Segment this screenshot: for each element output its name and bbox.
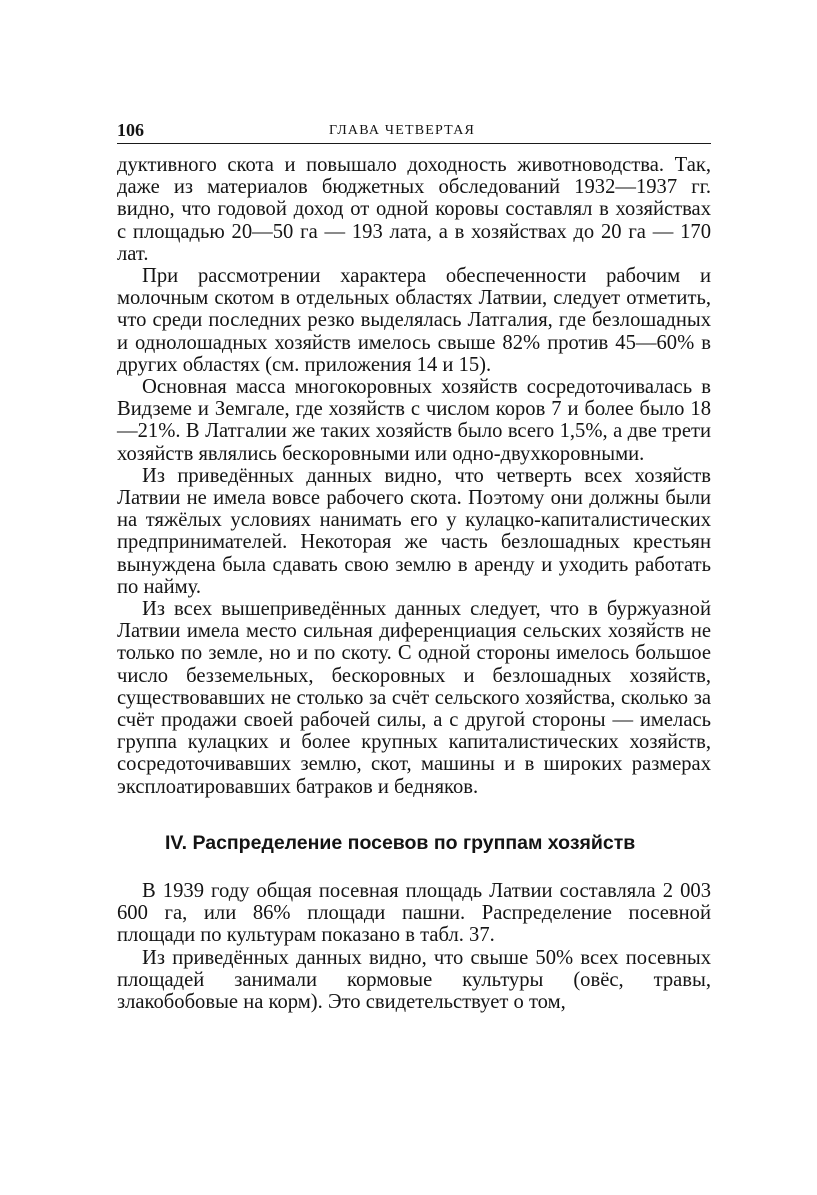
paragraph: Из приведённых данных видно, что свыше 50% всех посевных площадей занимали кормовые культуры (овёс, травы, злакобобовые на корм). Это свидетельствует о том, <box>117 946 711 1013</box>
paragraph: В 1939 году общая посевная площадь Латвии составляла 2 003 600 га, или 86% площади пашни. Распределение посевной площади по культурам показано в табл. 37. <box>117 879 711 947</box>
section-heading: IV. Распределение посевов по группам хозяйств <box>165 831 636 854</box>
paragraph: При рассмотрении характера обеспеченности рабочим и молочным скотом в отдельных областях Латвии, следует отметить, что среди последних резко выделялась Латгалия, где безлошадных и однолошадных хозяйств имелось свыше 82% против 45—60% в других областях (см. приложения 14 и 15). <box>117 265 711 376</box>
page-number: 106 <box>117 120 144 140</box>
page-header <box>117 119 711 144</box>
page-body <box>117 154 711 1013</box>
paragraph: Из всех вышеприведённых данных следует, что в буржуазной Латвии имела место сильная диференциация сельских хозяйств не только по земле, но и по скоту. С одной стороны имелось большое число безземельных, бескоровных и безлошадных хозяйств, существовавших не столько за счёт сельского хозяйства, сколько за счёт продажи своей рабочей силы, а с другой стороны — имелась группа кулацких и более крупных капиталистических хозяйств, сосредоточивавших землю, скот, машины и в широких размерах эксплоатировавших батраков и бедняков. <box>117 598 711 798</box>
paragraph: Из приведённых данных видно, что четверть всех хозяйств Латвии не имела вовсе рабочего скота. Поэтому они должны были на тяжёлых условиях нанимать его у кулацко-капиталистических предпринимателей. Некоторая же часть безлошадных крестьян вынуждена была сдавать свою землю в аренду и уходить работать по найму. <box>117 464 711 598</box>
paragraph: Основная масса многокоровных хозяйств сосредоточивалась в Видземе и Земгале, где хозяйств с числом коров 7 и более было 18—21%. В Латгалии же таких хозяйств было всего 1,5%, а две трети хозяйств являлись бескоровными или одно-двухкоровными. <box>117 376 711 465</box>
paragraph: дуктивного скота и повышало доходность животноводства. Так, даже из материалов бюджетных обследований 1932—1937 гг. видно, что годовой доход от одной коровы составлял в хозяйствах с площадью 20—50 га — 193 лата, а в хозяйствах до 20 га — 170 лат. <box>117 154 711 265</box>
running-title: ГЛАВА ЧЕТВЕРТАЯ <box>329 123 476 138</box>
